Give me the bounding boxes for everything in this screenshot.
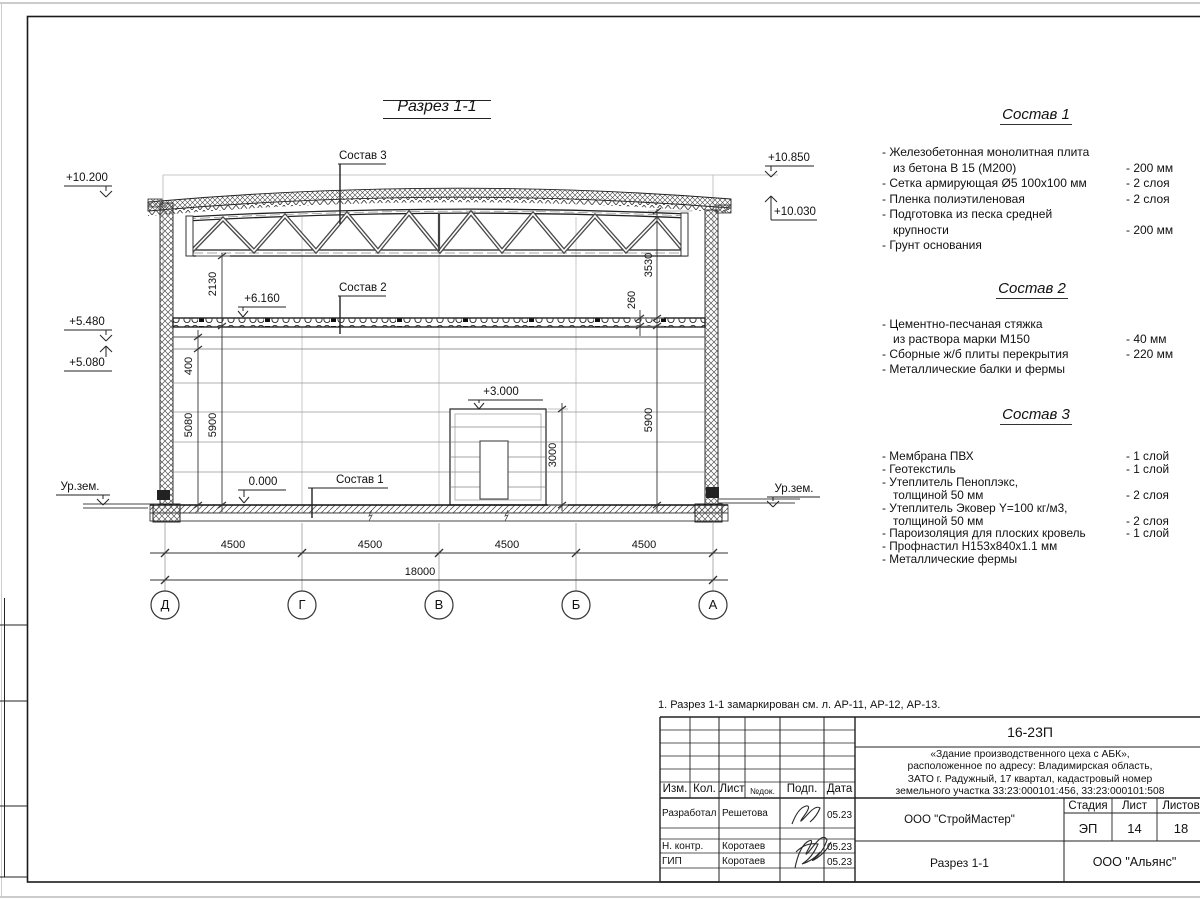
dim-5080: 5080 [183,412,195,438]
tb-project-description: «Здание производственного цеха с АБК», расположенное по адресу: Владимирская область, ЗАТО г. Радужный, 17 квартал, кадастровый номер земельного участка 33:23:000101:456, 33:23:000101:508 [895,749,1165,797]
list-item: - Пленка полиэтиленовая - 2 слоя [882,191,1170,206]
tb-sheets-label: Листов [1162,800,1200,812]
axis-bubble-a: А [708,597,718,613]
tb-sheet-value: 14 [1127,821,1142,836]
tb-col-kol: Кол. [693,783,716,795]
list-item: из бетона В 15 (М200) - 200 мм [893,160,1174,175]
vertical-dimensions [194,208,692,512]
dim-400: 400 [183,356,195,376]
tb-drawing-name: Разрез 1-1 [930,856,989,870]
comp1-list [882,145,1190,254]
dim-260: 260 [626,290,638,310]
tb-role-gip: ГИП [662,856,682,867]
elevation-0000: 0.000 [248,476,278,488]
drawing-note: 1. Разрез 1-1 замаркирован см. л. АР-11, АР-12, АР-13. [658,699,941,711]
dim-bay-1: 4500 [220,539,246,551]
dim-total: 18000 [404,566,436,578]
elevation-10200: +10.200 [66,172,108,184]
roof-truss [186,209,688,256]
comp1-title: Состав 1 [1002,106,1070,123]
tb-name-developer: Решетова [722,808,768,819]
axis-bubble-d: Д [160,597,170,613]
dim-5900-right: 5900 [643,407,655,433]
tb-col-izm: Изм. [662,783,688,795]
elevation-5080: +5.080 [69,357,105,369]
comp2-title: Состав 2 [998,280,1066,297]
tb-stage-label: Стадия [1068,800,1108,812]
elevation-10850: +10.850 [768,152,810,164]
tb-date-gip: 05.23 [826,857,853,868]
comp3-list [882,450,1190,566]
tb-date-ncontrol: 05.23 [826,842,853,853]
dim-2130: 2130 [207,271,219,297]
list-item: - Сборные ж/б плиты перекрытия - 220 мм [882,347,1174,361]
axis-bubble-b: Б [571,597,581,613]
drawing-title: Разрез 1-1 [383,98,491,119]
dim-bay-3: 4500 [494,539,520,551]
tb-role-developer: Разработал [662,808,717,819]
axis-bubble-g: Г [298,597,306,613]
list-item: - Металлические балки и фермы [882,362,1066,376]
callout-sostav-1: Состав 1 [336,474,384,486]
dim-3530: 3530 [643,252,655,278]
list-item: толщиной 50 мм - 2 слоя [893,487,1169,502]
elevation-3000: +3.000 [483,386,519,398]
dim-3000: 3000 [547,442,559,468]
tb-name-ncontrol: Коротаев [722,841,766,852]
elevation-10030: +10.030 [774,206,816,218]
comp3-title: Состав 3 [1002,406,1070,423]
tb-sheets-value: 18 [1173,821,1189,836]
list-item: - Утеплитель Пеноплэкс, [882,474,1019,489]
list-item: - Пароизоляция для плоских кровель - 1 слой [882,526,1170,541]
tb-document-code: 16-23П [1007,724,1053,740]
tb-col-list: Лист [719,783,745,795]
list-item: - Подготовка из песка средней [882,207,1053,221]
list-item: - Металлические фермы [882,552,1018,567]
list-item: - Грунт основания [882,238,982,252]
list-item: толщиной 50 мм - 2 слоя [893,513,1169,528]
dim-bay-4: 4500 [631,539,657,551]
floor-foundation [83,487,800,522]
list-item: - Мембрана ПВХ - 1 слой [882,449,1170,463]
ground-level-left: Ур.зем. [60,481,100,493]
list-item: из раствора марки М150 - 40 мм [893,332,1167,346]
elevation-6160: +6.160 [244,293,280,305]
list-item: - Сетка армирующая Ø5 100х100 мм - 2 слоя [882,176,1170,190]
list-item: - Цементно-песчаная стяжка [882,317,1043,331]
ground-level-right: Ур.зем. [774,483,814,495]
gate [450,409,546,505]
callout-sostav-3: Состав 3 [339,150,387,162]
tb-col-data: Дата [826,783,853,795]
tb-company: ООО "Альянс" [1092,855,1177,869]
tb-stage-value: ЭП [1078,821,1098,836]
tb-sheet-label: Лист [1122,800,1147,812]
callout-sostav-2: Состав 2 [339,282,387,294]
comp2-list [882,317,1190,377]
list-item: - Геотекстиль - 1 слой [882,461,1170,476]
list-item: - Утеплитель Эковер Y=100 кг/м3, [882,500,1068,515]
tb-col-ndok: №док. [750,786,775,796]
axis-bubble-v: В [434,597,444,613]
tb-col-podp: Подп. [786,783,818,795]
dim-5900-left: 5900 [207,412,219,438]
elevation-5480: +5.480 [69,316,105,328]
tb-name-gip: Коротаев [722,856,766,867]
list-item: - Железобетонная монолитная плита [882,145,1090,159]
list-item: - Профнастил Н153х840х1.1 мм [882,539,1058,554]
tb-role-ncontrol: Н. контр. [662,841,704,852]
list-item: крупности - 200 мм [893,222,1174,237]
tb-org: ООО "СтройМастер" [904,814,1015,826]
tb-date-developer: 05.23 [826,810,853,821]
dim-bay-2: 4500 [357,539,383,551]
